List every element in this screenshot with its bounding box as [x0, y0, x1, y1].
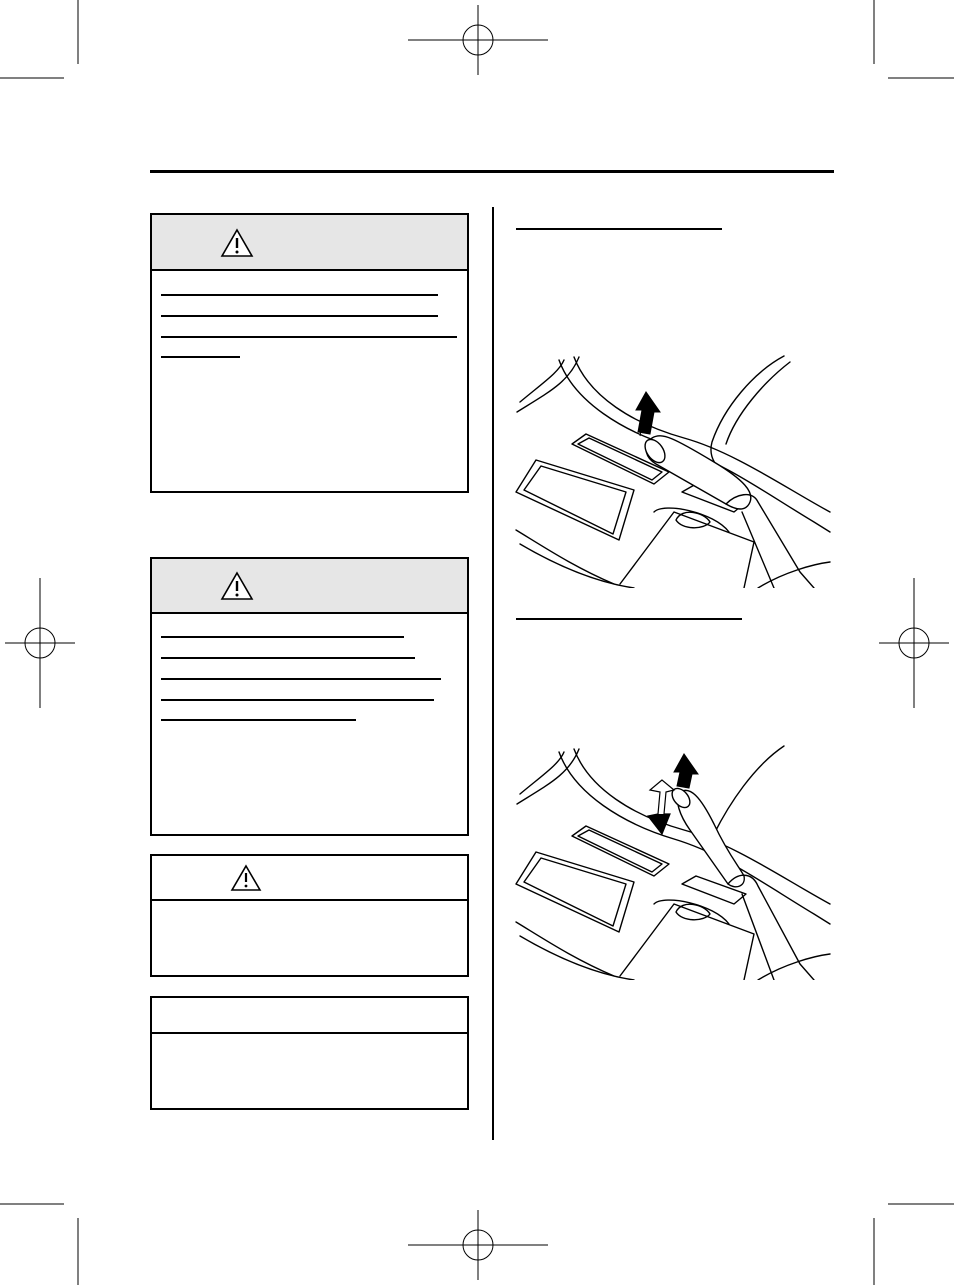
parking-brake-release-illustration: [514, 744, 832, 980]
warning-box-1-body: [152, 271, 467, 491]
column-divider: [492, 207, 494, 1140]
caution-box-header: [152, 856, 467, 901]
underline: [161, 657, 415, 659]
parking-brake-pull-illustration: [514, 352, 832, 588]
underline: [161, 636, 404, 638]
underline: [161, 356, 240, 358]
registration-target-bottom: [408, 1210, 548, 1280]
note-box-header: [152, 998, 467, 1034]
warning-triangle-icon: [230, 864, 262, 892]
caution-box: [150, 854, 469, 977]
note-box-body: [152, 1034, 467, 1108]
warning-triangle-icon: [220, 228, 254, 258]
registration-target-left: [0, 578, 80, 708]
underline: [161, 336, 457, 338]
warning-box-1-header: [152, 215, 467, 271]
section-heading-underline: [516, 228, 722, 230]
underline: [161, 678, 441, 680]
registration-target-top: [408, 5, 548, 75]
header-rule: [150, 170, 834, 173]
subheading-underline: [516, 618, 742, 620]
registration-target-right: [874, 578, 954, 708]
warning-box-2: [150, 557, 469, 836]
underline: [161, 719, 356, 721]
underline: [161, 699, 434, 701]
underline: [161, 294, 438, 296]
warning-box-2-body: [152, 614, 467, 834]
warning-triangle-icon: [220, 571, 254, 601]
note-box: [150, 996, 469, 1110]
warning-box-2-header: [152, 559, 467, 614]
caution-box-body: [152, 901, 467, 975]
underline: [161, 315, 438, 317]
warning-box-1: [150, 213, 469, 493]
